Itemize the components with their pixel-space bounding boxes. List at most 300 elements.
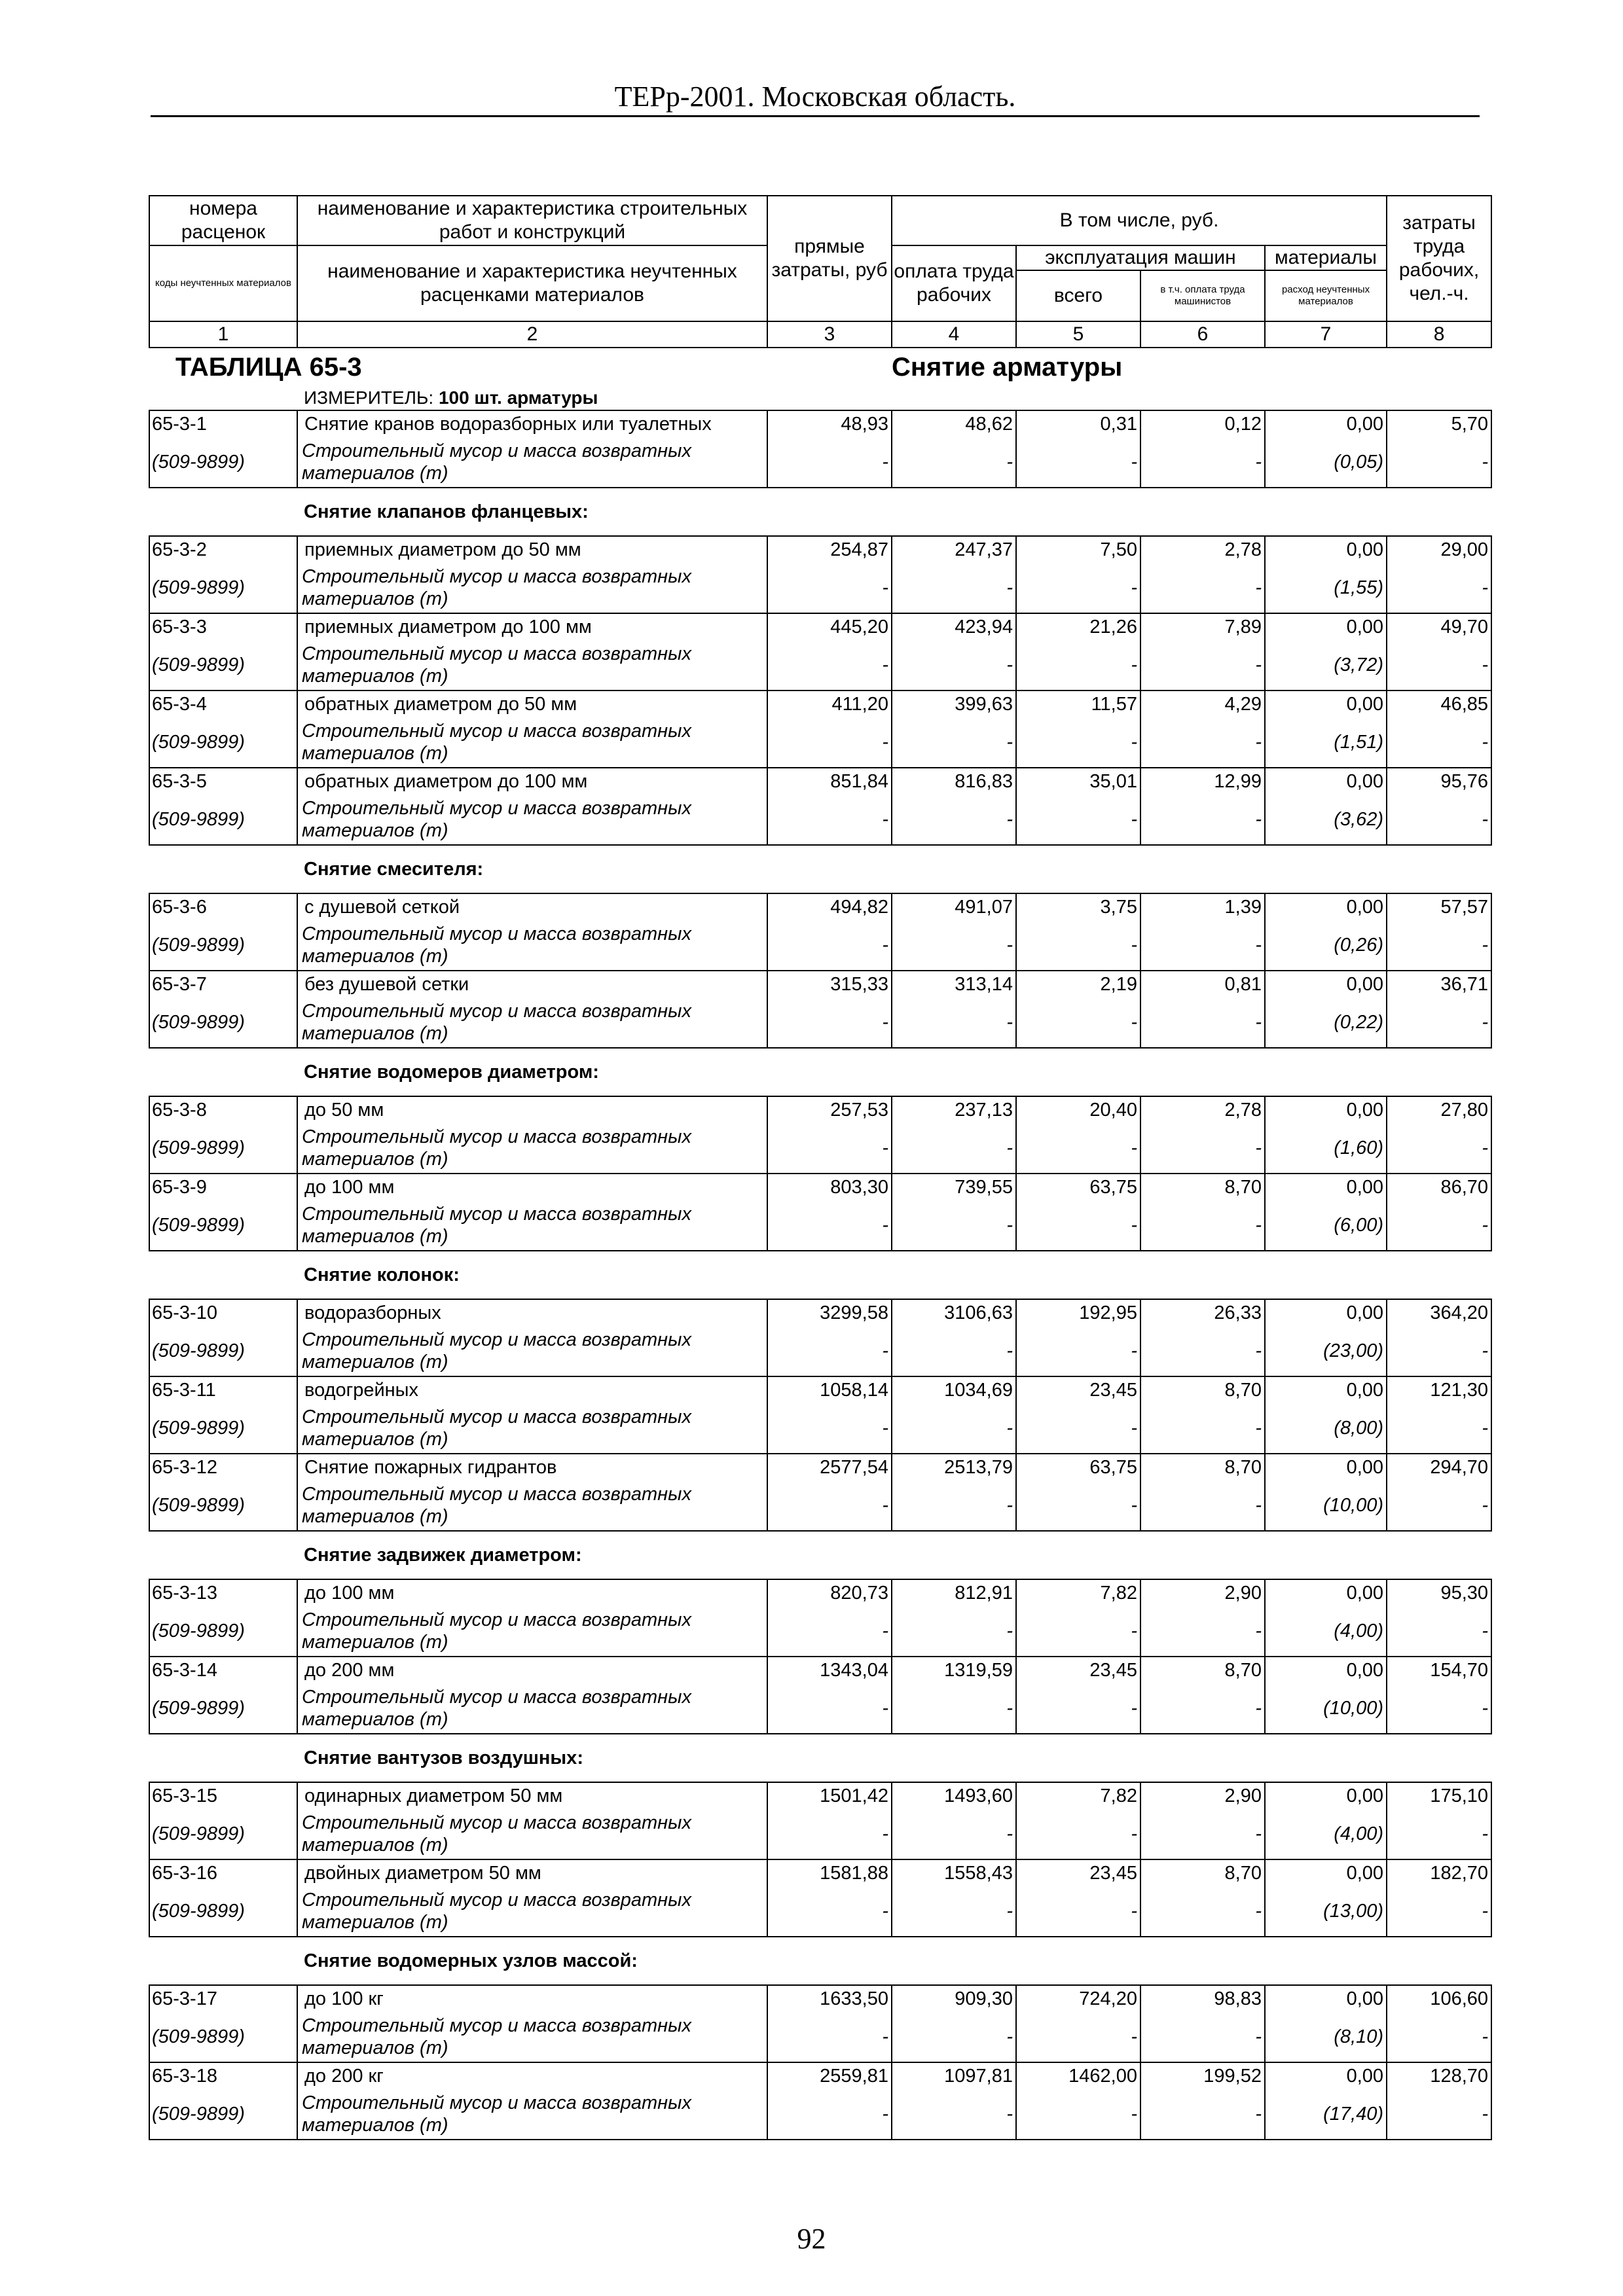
material-value: -: [1387, 1123, 1491, 1174]
rate-value: 175,10: [1387, 1782, 1491, 1809]
material-value: (13,00): [1265, 1886, 1387, 1937]
rate-row: [149, 691, 1491, 717]
material-name: Строительный мусор и масса возвратных материалов (т): [297, 1683, 767, 1734]
rate-value: 0,00: [1265, 768, 1387, 795]
material-value: (4,00): [1265, 1809, 1387, 1859]
rate-value: 399,63: [892, 691, 1016, 717]
rate-row: [149, 1782, 1491, 1809]
header-including: В том числе, руб.: [892, 196, 1387, 245]
material-value: -: [767, 1809, 892, 1859]
material-value: -: [1387, 920, 1491, 971]
rate-row: [149, 893, 1491, 920]
material-row: [149, 997, 1491, 1048]
rate-code: 65-3-6: [149, 893, 297, 920]
rate-name: обратных диаметром до 50 мм: [297, 691, 767, 717]
material-value: -: [767, 640, 892, 691]
material-value: -: [767, 1886, 892, 1937]
rate-name: Снятие кранов водоразборных или туалетных: [297, 410, 767, 437]
rate-value: 257,53: [767, 1096, 892, 1123]
header-wages: оплата труда рабочих: [892, 245, 1016, 321]
material-value: -: [1016, 717, 1140, 768]
material-name: Строительный мусор и масса возвратных материалов (т): [297, 1403, 767, 1454]
page-number: 92: [797, 2223, 826, 2255]
rate-value: 95,30: [1387, 1579, 1491, 1606]
rates-table: [149, 195, 1492, 2140]
rate-value: 0,00: [1265, 1376, 1387, 1403]
material-value: -: [767, 920, 892, 971]
material-value: -: [1387, 640, 1491, 691]
rate-value: 27,80: [1387, 1096, 1491, 1123]
rate-value: 0,81: [1140, 971, 1265, 997]
rate-value: 494,82: [767, 893, 892, 920]
material-row: [149, 2012, 1491, 2062]
rate-code: 65-3-13: [149, 1579, 297, 1606]
rate-value: 35,01: [1016, 768, 1140, 795]
rate-value: 812,91: [892, 1579, 1016, 1606]
section-caption: Снятие колонок:: [297, 1251, 1491, 1299]
rate-code: 65-3-15: [149, 1782, 297, 1809]
material-value: -: [1016, 1809, 1140, 1859]
section-spacer: [149, 1734, 297, 1782]
material-code: (509-9899): [149, 1403, 297, 1454]
rate-row: [149, 1579, 1491, 1606]
material-value: -: [892, 920, 1016, 971]
material-value: (3,62): [1265, 795, 1387, 845]
material-value: -: [1016, 2012, 1140, 2062]
rate-value: 820,73: [767, 1579, 892, 1606]
material-value: -: [1140, 1200, 1265, 1251]
material-value: -: [892, 1200, 1016, 1251]
rate-value: 1343,04: [767, 1657, 892, 1683]
material-row: [149, 563, 1491, 613]
rate-name: до 100 кг: [297, 1985, 767, 2012]
section-spacer: [149, 1251, 297, 1299]
material-row: [149, 1403, 1491, 1454]
column-number: 5: [1016, 321, 1140, 348]
material-code: (509-9899): [149, 1606, 297, 1657]
rate-value: 86,70: [1387, 1174, 1491, 1200]
rate-name: водогрейных: [297, 1376, 767, 1403]
material-value: -: [1140, 920, 1265, 971]
rate-value: 423,94: [892, 613, 1016, 640]
header-material-codes: коды неучтенных материалов: [149, 245, 297, 321]
material-name: Строительный мусор и масса возвратных материалов (т): [297, 717, 767, 768]
table-title: ТАБЛИЦА 65-3: [175, 353, 362, 382]
material-code: (509-9899): [149, 1480, 297, 1531]
rate-value: 57,57: [1387, 893, 1491, 920]
rate-code: 65-3-3: [149, 613, 297, 640]
material-code: (509-9899): [149, 640, 297, 691]
rate-value: 1493,60: [892, 1782, 1016, 1809]
rate-name: с душевой сеткой: [297, 893, 767, 920]
material-name: Строительный мусор и масса возвратных материалов (т): [297, 437, 767, 488]
section-spacer: [149, 488, 297, 536]
material-row: [149, 1886, 1491, 1937]
material-value: -: [1387, 1809, 1491, 1859]
material-code: (509-9899): [149, 1886, 297, 1937]
material-value: (6,00): [1265, 1200, 1387, 1251]
rate-value: 0,00: [1265, 971, 1387, 997]
material-value: (0,26): [1265, 920, 1387, 971]
rate-value: 3299,58: [767, 1299, 892, 1326]
header-machinist-wages: в т.ч. оплата труда машинистов: [1140, 270, 1265, 321]
section-spacer: [149, 1048, 297, 1096]
rate-value: 7,82: [1016, 1782, 1140, 1809]
material-code: (509-9899): [149, 1200, 297, 1251]
rate-value: 23,45: [1016, 1376, 1140, 1403]
column-number: 4: [892, 321, 1016, 348]
rate-value: 851,84: [767, 768, 892, 795]
material-row: [149, 1809, 1491, 1859]
material-name: Строительный мусор и масса возвратных материалов (т): [297, 920, 767, 971]
rate-row: [149, 1174, 1491, 1200]
page-header: ТЕРр-2001. Московская область.: [151, 79, 1480, 117]
rate-name: без душевой сетки: [297, 971, 767, 997]
rate-row: [149, 536, 1491, 563]
material-value: -: [767, 1606, 892, 1657]
material-value: -: [1140, 997, 1265, 1048]
material-value: -: [892, 2089, 1016, 2140]
material-name: Строительный мусор и масса возвратных материалов (т): [297, 1480, 767, 1531]
rate-code: 65-3-16: [149, 1859, 297, 1886]
material-row: [149, 1480, 1491, 1531]
material-value: -: [767, 1403, 892, 1454]
material-value: (23,00): [1265, 1326, 1387, 1376]
meter-value: 100 шт. арматуры: [438, 387, 598, 408]
material-value: -: [767, 1480, 892, 1531]
column-number: 3: [767, 321, 892, 348]
rate-value: 0,00: [1265, 1579, 1387, 1606]
material-value: -: [767, 1683, 892, 1734]
section-spacer: [149, 1531, 297, 1579]
rate-value: 199,52: [1140, 2062, 1265, 2089]
material-value: -: [767, 1200, 892, 1251]
rate-name: Снятие пожарных гидрантов: [297, 1454, 767, 1480]
material-value: -: [1387, 795, 1491, 845]
rate-value: 2,90: [1140, 1782, 1265, 1809]
rate-value: 1501,42: [767, 1782, 892, 1809]
material-value: -: [1016, 640, 1140, 691]
material-value: -: [1016, 1123, 1140, 1174]
material-name: Строительный мусор и масса возвратных материалов (т): [297, 1606, 767, 1657]
material-row: [149, 920, 1491, 971]
material-row: [149, 1123, 1491, 1174]
rate-value: 909,30: [892, 1985, 1016, 2012]
material-value: -: [1387, 1480, 1491, 1531]
rate-name: обратных диаметром до 100 мм: [297, 768, 767, 795]
material-value: -: [892, 1403, 1016, 1454]
rate-value: 4,29: [1140, 691, 1265, 717]
section-caption: Снятие задвижек диаметром:: [297, 1531, 1491, 1579]
material-value: (1,55): [1265, 563, 1387, 613]
material-row: [149, 717, 1491, 768]
section-row: [149, 1937, 1491, 1985]
material-value: (0,05): [1265, 437, 1387, 488]
material-name: Строительный мусор и масса возвратных материалов (т): [297, 2012, 767, 2062]
rate-value: 1097,81: [892, 2062, 1016, 2089]
column-number: 8: [1387, 321, 1491, 348]
rate-code: 65-3-1: [149, 410, 297, 437]
material-value: -: [767, 997, 892, 1048]
rate-value: 63,75: [1016, 1454, 1140, 1480]
rate-value: 46,85: [1387, 691, 1491, 717]
header-material-names: наименование и характеристика неучтенных расценками материалов: [297, 245, 767, 321]
column-number: 6: [1140, 321, 1265, 348]
material-code: (509-9899): [149, 1809, 297, 1859]
material-value: -: [1140, 1886, 1265, 1937]
material-value: -: [1140, 1480, 1265, 1531]
section-row: [149, 1531, 1491, 1579]
material-value: -: [1016, 997, 1140, 1048]
material-value: -: [1140, 1326, 1265, 1376]
section-caption: Снятие водомеров диаметром:: [297, 1048, 1491, 1096]
rate-code: 65-3-11: [149, 1376, 297, 1403]
section-row: [149, 488, 1491, 536]
material-value: -: [1140, 1606, 1265, 1657]
material-value: -: [1140, 563, 1265, 613]
rate-code: 65-3-8: [149, 1096, 297, 1123]
meter: [297, 386, 1491, 410]
material-value: (4,00): [1265, 1606, 1387, 1657]
rate-value: 0,00: [1265, 893, 1387, 920]
rate-code: 65-3-14: [149, 1657, 297, 1683]
material-value: -: [767, 717, 892, 768]
material-value: -: [767, 2012, 892, 2062]
material-value: (8,00): [1265, 1403, 1387, 1454]
material-code: (509-9899): [149, 2089, 297, 2140]
rate-code: 65-3-12: [149, 1454, 297, 1480]
rate-value: 2513,79: [892, 1454, 1016, 1480]
material-value: -: [767, 2089, 892, 2140]
material-value: -: [1387, 563, 1491, 613]
table-body: [149, 348, 1491, 2140]
material-value: (8,10): [1265, 2012, 1387, 2062]
rate-code: 65-3-4: [149, 691, 297, 717]
material-value: -: [1387, 1606, 1491, 1657]
rate-value: 26,33: [1140, 1299, 1265, 1326]
rate-value: 0,00: [1265, 691, 1387, 717]
rate-row: [149, 613, 1491, 640]
rate-value: 95,76: [1387, 768, 1491, 795]
rate-row: [149, 971, 1491, 997]
rate-name: водоразборных: [297, 1299, 767, 1326]
material-value: -: [1387, 2089, 1491, 2140]
header-materials: материалы: [1265, 245, 1387, 270]
rate-value: 0,00: [1265, 1174, 1387, 1200]
rate-value: 3106,63: [892, 1299, 1016, 1326]
rate-value: 20,40: [1016, 1096, 1140, 1123]
material-row: [149, 1326, 1491, 1376]
material-value: -: [1140, 795, 1265, 845]
rate-name: до 200 кг: [297, 2062, 767, 2089]
material-code: (509-9899): [149, 437, 297, 488]
material-value: -: [1140, 2012, 1265, 2062]
material-value: -: [767, 1326, 892, 1376]
material-value: (1,60): [1265, 1123, 1387, 1174]
material-row: [149, 1606, 1491, 1657]
material-code: (509-9899): [149, 795, 297, 845]
rate-value: 294,70: [1387, 1454, 1491, 1480]
rate-row: [149, 1096, 1491, 1123]
rate-value: 0,00: [1265, 1657, 1387, 1683]
rate-value: 254,87: [767, 536, 892, 563]
rate-value: 1633,50: [767, 1985, 892, 2012]
rate-value: 49,70: [1387, 613, 1491, 640]
material-name: Строительный мусор и масса возвратных материалов (т): [297, 795, 767, 845]
section-row: [149, 1251, 1491, 1299]
material-code: (509-9899): [149, 920, 297, 971]
material-value: -: [1387, 717, 1491, 768]
material-name: Строительный мусор и масса возвратных материалов (т): [297, 997, 767, 1048]
material-value: -: [1387, 1326, 1491, 1376]
rate-value: 63,75: [1016, 1174, 1140, 1200]
section-caption: Снятие водомерных узлов массой:: [297, 1937, 1491, 1985]
material-value: -: [892, 1683, 1016, 1734]
header-code: номера расценок: [149, 196, 297, 245]
rate-value: 128,70: [1387, 2062, 1491, 2089]
rate-value: 0,00: [1265, 1454, 1387, 1480]
material-name: Строительный мусор и масса возвратных материалов (т): [297, 1123, 767, 1174]
section-row: [149, 1048, 1491, 1096]
rate-value: 2,78: [1140, 536, 1265, 563]
material-value: -: [1140, 1403, 1265, 1454]
rate-value: 2,78: [1140, 1096, 1265, 1123]
rate-value: 445,20: [767, 613, 892, 640]
rate-value: 2559,81: [767, 2062, 892, 2089]
material-row: [149, 1683, 1491, 1734]
rate-value: 0,00: [1265, 613, 1387, 640]
material-value: -: [892, 1123, 1016, 1174]
rate-value: 12,99: [1140, 768, 1265, 795]
rate-value: 1462,00: [1016, 2062, 1140, 2089]
rate-value: 247,37: [892, 536, 1016, 563]
material-value: -: [1016, 920, 1140, 971]
material-code: (509-9899): [149, 1683, 297, 1734]
material-value: -: [892, 437, 1016, 488]
rate-code: 65-3-9: [149, 1174, 297, 1200]
rate-name: до 100 мм: [297, 1174, 767, 1200]
rate-value: 154,70: [1387, 1657, 1491, 1683]
rate-code: 65-3-5: [149, 768, 297, 795]
rate-value: 7,50: [1016, 536, 1140, 563]
rate-value: 0,12: [1140, 410, 1265, 437]
rate-value: 7,89: [1140, 613, 1265, 640]
rate-value: 1034,69: [892, 1376, 1016, 1403]
rate-value: 8,70: [1140, 1454, 1265, 1480]
material-value: -: [892, 2012, 1016, 2062]
rate-row: [149, 1859, 1491, 1886]
material-value: -: [1016, 795, 1140, 845]
rate-value: 1058,14: [767, 1376, 892, 1403]
material-value: -: [1016, 1886, 1140, 1937]
rate-value: 1581,88: [767, 1859, 892, 1886]
rate-row: [149, 410, 1491, 437]
material-value: -: [767, 795, 892, 845]
material-value: (17,40): [1265, 2089, 1387, 2140]
material-value: -: [892, 1326, 1016, 1376]
rate-value: 8,70: [1140, 1657, 1265, 1683]
material-code: (509-9899): [149, 1123, 297, 1174]
rate-value: 0,00: [1265, 1782, 1387, 1809]
rate-value: 121,30: [1387, 1376, 1491, 1403]
material-name: Строительный мусор и масса возвратных материалов (т): [297, 1809, 767, 1859]
material-value: (10,00): [1265, 1683, 1387, 1734]
material-value: -: [767, 563, 892, 613]
rate-value: 8,70: [1140, 1376, 1265, 1403]
rate-row: [149, 1376, 1491, 1403]
section-caption: Снятие клапанов фланцевых:: [297, 488, 1491, 536]
rate-value: 315,33: [767, 971, 892, 997]
rate-value: 48,62: [892, 410, 1016, 437]
rate-code: 65-3-2: [149, 536, 297, 563]
material-value: -: [892, 1809, 1016, 1859]
material-value: -: [1016, 437, 1140, 488]
rate-row: [149, 2062, 1491, 2089]
rate-value: 21,26: [1016, 613, 1140, 640]
rate-value: 0,31: [1016, 410, 1140, 437]
material-code: (509-9899): [149, 2012, 297, 2062]
rate-name: до 100 мм: [297, 1579, 767, 1606]
rate-name: приемных диаметром до 50 мм: [297, 536, 767, 563]
material-value: -: [892, 717, 1016, 768]
rate-code: 65-3-7: [149, 971, 297, 997]
rate-value: 0,00: [1265, 410, 1387, 437]
material-value: -: [1016, 563, 1140, 613]
material-value: -: [1016, 2089, 1140, 2140]
rate-value: 313,14: [892, 971, 1016, 997]
rate-value: 724,20: [1016, 1985, 1140, 2012]
rate-name: двойных диаметром 50 мм: [297, 1859, 767, 1886]
material-value: -: [1016, 1326, 1140, 1376]
rate-name: до 50 мм: [297, 1096, 767, 1123]
rate-value: 816,83: [892, 768, 1016, 795]
rate-name: до 200 мм: [297, 1657, 767, 1683]
rate-name: приемных диаметром до 100 мм: [297, 613, 767, 640]
rate-value: 739,55: [892, 1174, 1016, 1200]
rate-value: 2577,54: [767, 1454, 892, 1480]
rate-value: 803,30: [767, 1174, 892, 1200]
header-direct-costs: прямые затраты, руб: [767, 196, 892, 321]
material-row: [149, 2089, 1491, 2140]
header-name: наименование и характеристика строительных работ и конструкций: [297, 196, 767, 245]
rate-value: 1319,59: [892, 1657, 1016, 1683]
material-value: -: [1140, 1809, 1265, 1859]
material-name: Строительный мусор и масса возвратных материалов (т): [297, 1326, 767, 1376]
rate-value: 8,70: [1140, 1859, 1265, 1886]
table-header: [149, 196, 1491, 348]
section-caption: Снятие вантузов воздушных:: [297, 1734, 1491, 1782]
rate-value: 48,93: [767, 410, 892, 437]
material-value: -: [1016, 1606, 1140, 1657]
material-value: -: [1016, 1403, 1140, 1454]
column-number: 7: [1265, 321, 1387, 348]
material-name: Строительный мусор и масса возвратных материалов (т): [297, 1200, 767, 1251]
material-value: -: [1140, 640, 1265, 691]
rate-value: 36,71: [1387, 971, 1491, 997]
rate-code: 65-3-17: [149, 1985, 297, 2012]
rate-value: 0,00: [1265, 1299, 1387, 1326]
rate-value: 1558,43: [892, 1859, 1016, 1886]
header-materials-usage: расход неучтенных материалов: [1265, 270, 1387, 321]
material-value: -: [1140, 717, 1265, 768]
material-value: -: [1016, 1200, 1140, 1251]
rate-value: 2,90: [1140, 1579, 1265, 1606]
material-value: -: [767, 1123, 892, 1174]
rate-value: 106,60: [1387, 1985, 1491, 2012]
material-value: -: [1387, 1200, 1491, 1251]
material-code: (509-9899): [149, 997, 297, 1048]
rate-value: 491,07: [892, 893, 1016, 920]
